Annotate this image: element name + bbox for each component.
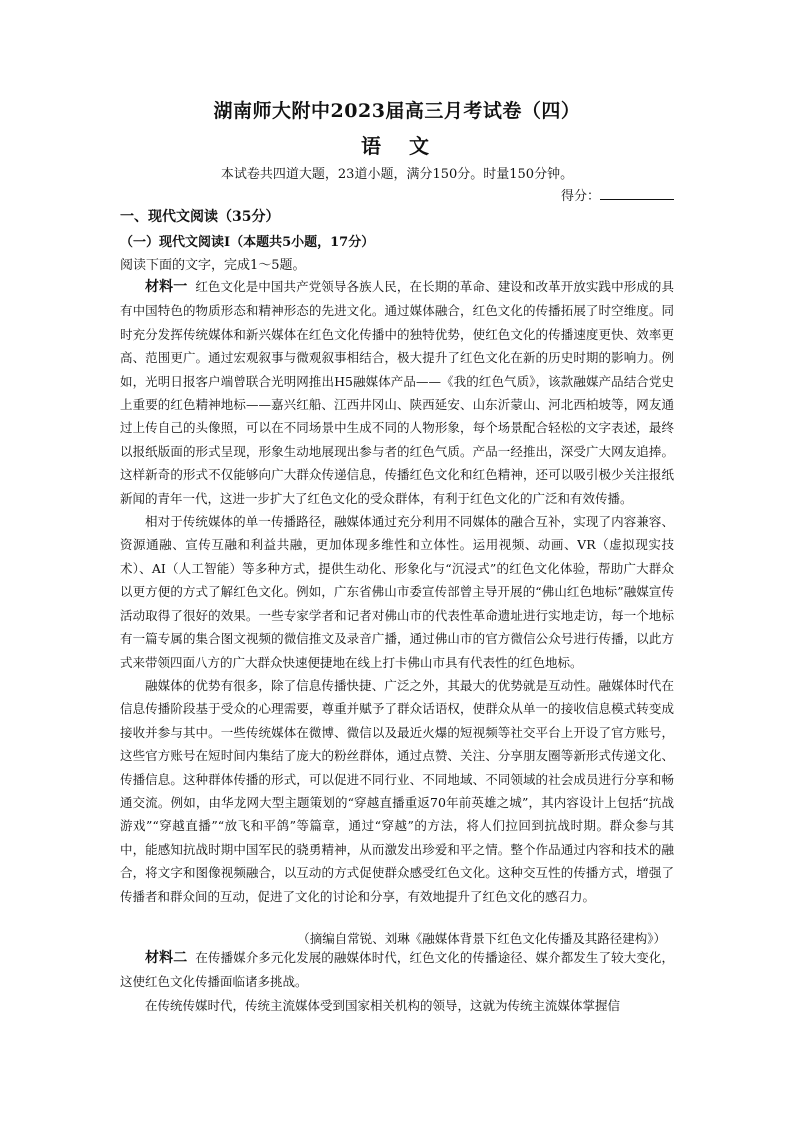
material2-text [120,946,674,1017]
score-label: 得分： [560,189,600,204]
material1-paragraph-3: 融媒体的优势有很多，除了信息传播快捷、广泛之外，其最大的优势就是互动性。融媒体时代在信息传播阶段基于受众的心理需要，尊重并赋予了群众话语权，使群众从单一的接收信息模式转变成接收并参与其中。一些传统媒体在微博、微信以及最近火爆的短视频等社交平台上开设了官方账号，这些官方账号在短时间内集结了庞大的粉丝群体，通过点赞、关注、分享朋友圈等新形式传递文化、传播信息。这种群体传播的形式，可以促进不同行业、不同地域、不同领域的社会成员进行分享和畅通交流。例如，由华龙网大型主题策划的“穿越直播重返70年前英雄之城”，其内容设计上包括“抗战游戏”“穿越直播”“放飞和平鸽”等篇章，通过“穿越”的方法，将人们拉回到抗战时期。群众参与其中，能感知抗战时期中国军民的骁勇精神，从而激发出珍爱和平之情。整个作品通过内容和技术的融合，将文字和图像视频融合，以互动的方式促使群众感受红色文化。这种交互性的传播方式，增强了传播者和群众间的互动，促进了文化的讨论和分享，有效地提升了红色文化的感召力。 [120,677,674,904]
reading-prompt: 阅读下面的文字，完成1～5题。 [120,258,306,273]
material2-paragraph-2: 在传统传媒时代，传统主流媒体受到国家相关机构的领导，这就为传统主流媒体掌握信 [145,997,621,1013]
subsection-title: （一）现代文阅读Ⅰ（本题共5小题，17分） [120,235,375,250]
material1-text [120,275,674,908]
score-field [561,185,674,204]
material2-paragraph-1: 材料二 在传播媒介多元化发展的融媒体时代，红色文化的传播途径、媒介都发生了较大变化，这使红色文化传播面临诸多挑战。 [120,950,674,990]
material2-label: 材料二 [145,950,188,966]
material1-paragraph-2: 相对于传统媒体的单一传播路径，融媒体通过充分利用不同媒体的融合互补，实现了内容兼容、资源通融、宣传互融和利益共融，更加体现多维性和立体性。运用视频、动画、VR（虚拟现实技术）、AI（人工智能）等多种方式，提供生动化、形象化与“沉浸式”的红色文化体验，帮助广大群众以更方便的方式了解红色文化。例如，广东省佛山市委宣传部曾主导开展的“佛山红色地标”融媒宣传活动取得了很好的效果。一些专家学者和记者对佛山市的代表性革命遗址进行实地走访，每一个地标有一篇专属的集合图文视频的微信推文及录音广播，通过佛山市的官方微信公众号进行传播，以此方式来带领四面八方的广大群众快速便捷地在线上打卡佛山市具有代表性的红色地标。 [120,514,674,670]
section-title: 一、现代文阅读（35分） [120,209,280,225]
material1-paragraph-1: 材料一 红色文化是中国共产党领导各族人民，在长期的革命、建设和改革开放实践中形成的具有中国特色的物质形态和精神形态的先进文化。通过媒体融合，红色文化的传播拓展了时空维度。同时充分发挥传统媒体和新兴媒体在红色文化传播中的独特优势，使红色文化的传播速度更快、效率更高、范围更广。通过宏观叙事与微观叙事相结合，极大提升了红色文化在新的历史时期的影响力。例如，光明日报客户端曾联合光明网推出H5融媒体产品——《我的红色气质》，该款融媒产品结合党史上重要的红色精神地标——嘉兴红船、江西井冈山、陕西延安、山东沂蒙山、河北西柏坡等，网友通过上传自己的头像照，可以在不同场景中生成不同的人物形象，每个场景配合轻松的文字表述，最终以报纸版面的形式呈现，形象生动地展现出参与者的红色气质。产品一经推出，深受广大网友追捧。这样新奇的形式不仅能够向广大群众传递信息，传播红色文化和红色精神，还可以吸引极少关注报纸新闻的青年一代，这进一步扩大了红色文化的受众群体，有利于红色文化的广泛和有效传播。 [120,279,674,506]
material1-label: 材料一 [145,279,188,295]
score-blank-line [600,187,674,200]
material1-citation: （摘编自常锐、刘琳《融媒体背景下红色文化传播及其路径建构》） [297,931,666,946]
subject-title: 语 文 [361,134,433,158]
exam-title: 湖南师大附中2023届高三月考试卷（四） [213,100,581,122]
exam-instructions: 本试卷共四道大题，23道小题，满分150分。时量150分钟。 [220,167,574,182]
